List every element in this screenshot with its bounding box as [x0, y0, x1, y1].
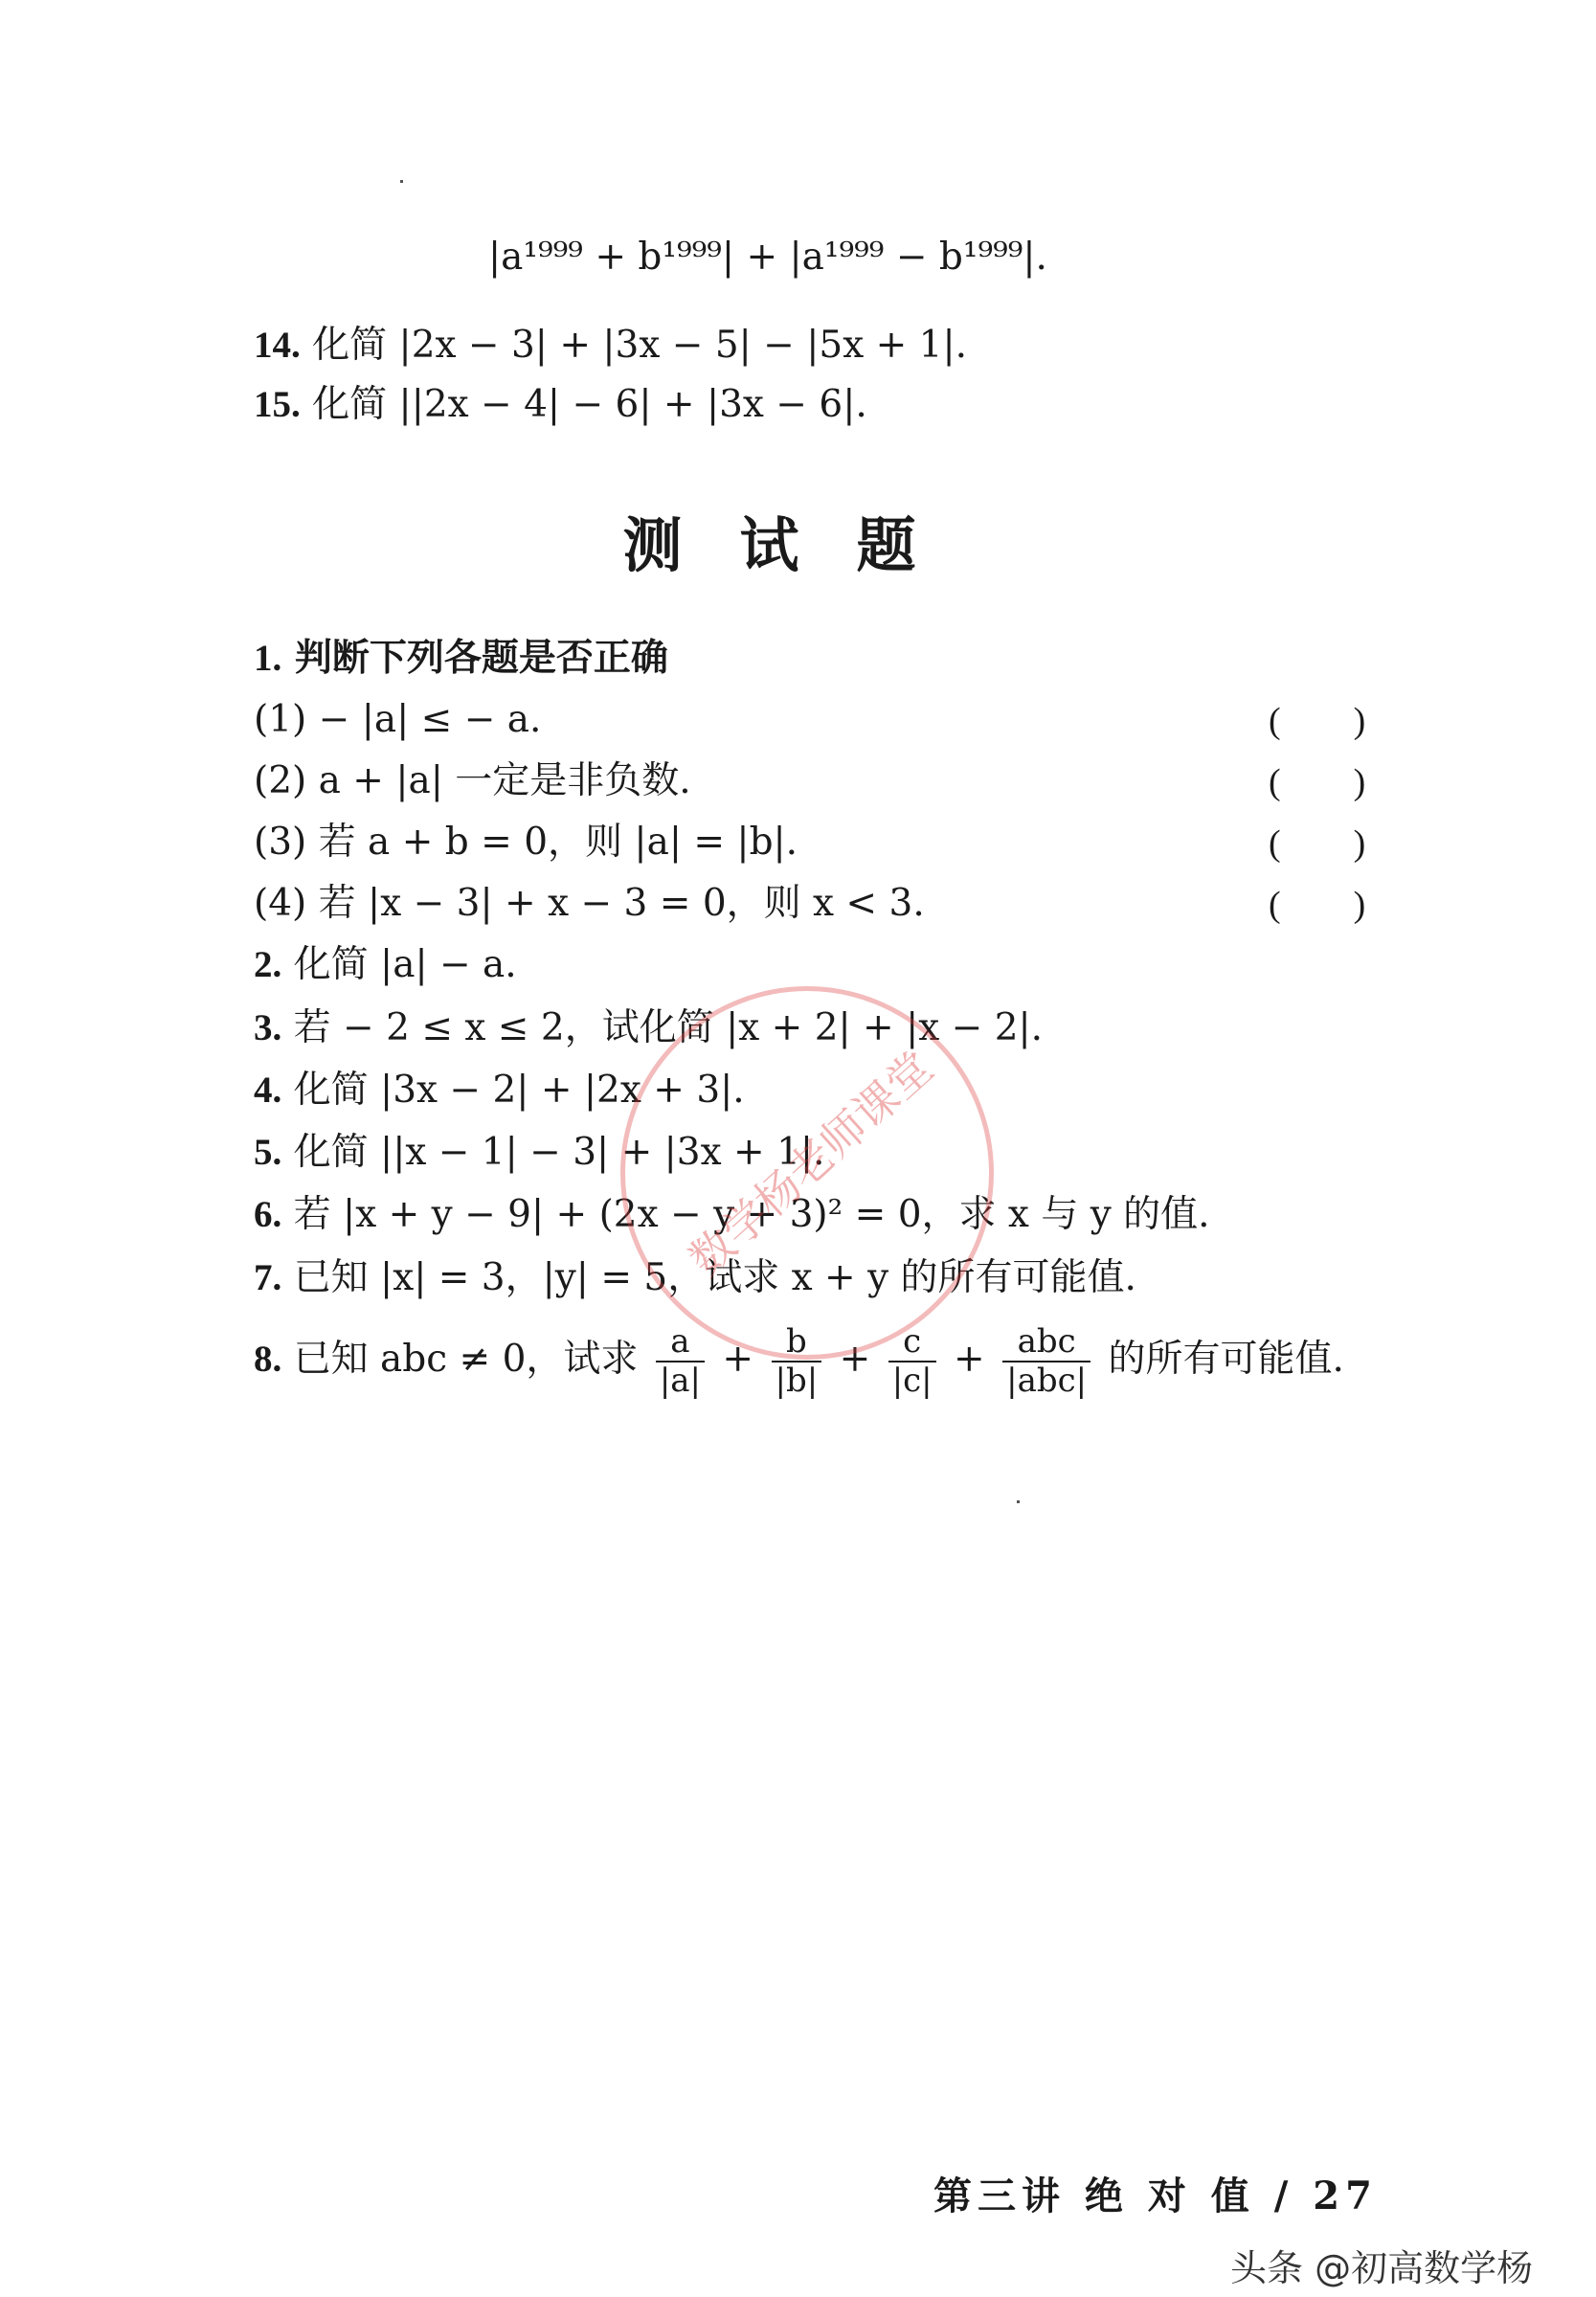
top-expression: |a¹⁹⁹⁹ + b¹⁹⁹⁹| + |a¹⁹⁹⁹ − b¹⁹⁹⁹|. — [488, 236, 1047, 279]
judge-text: 若 a + b = 0，则 |a| = |b|. — [318, 821, 798, 864]
source-credit: 头条 @初高数学杨 — [1230, 2247, 1534, 2289]
exercise-text: 化简 ||2x − 4| − 6| + |3x − 6|. — [312, 383, 867, 426]
judge-answer-blank: ( ) — [1269, 701, 1366, 741]
question-number: 1. — [254, 638, 282, 679]
exercise-14 — [254, 324, 967, 369]
speck — [400, 180, 403, 183]
fraction-denominator: |b| — [775, 1362, 819, 1401]
fraction-denominator: |a| — [659, 1362, 701, 1401]
question-text: 化简 |3x − 2| + |2x + 3|. — [293, 1069, 745, 1112]
question-suffix: 的所有可能值. — [1108, 1338, 1344, 1382]
section-title: 测试题 — [622, 510, 974, 580]
judge-label: (4) — [254, 882, 307, 925]
plus-sign: + — [954, 1338, 985, 1382]
fraction-numerator: b — [772, 1323, 822, 1362]
judge-text: a + |a| 一定是非负数. — [318, 759, 691, 802]
exercise-text: 化简 |2x − 3| + |3x − 5| − |5x + 1|. — [312, 324, 968, 367]
question-1 — [254, 636, 668, 682]
exercise-number: 15. — [254, 384, 301, 425]
judge-label: (2) — [254, 759, 307, 802]
question-prefix: 已知 abc ≠ 0，试求 — [293, 1338, 639, 1382]
fraction-numerator: c — [888, 1323, 936, 1362]
judge-text: − |a| ≤ − a. — [318, 698, 542, 741]
judge-item-1 — [254, 698, 541, 743]
speck — [1017, 1500, 1020, 1503]
question-number: 2. — [254, 944, 282, 985]
fraction-numerator: a — [656, 1323, 705, 1362]
judge-label: (3) — [254, 821, 307, 864]
question-number: 4. — [254, 1070, 282, 1111]
plus-sign: + — [722, 1338, 754, 1382]
question-text: 若 |x + y − 9| + (2x − y + 3)² = 0，求 x 与 y 的值. — [293, 1193, 1210, 1236]
judge-item-2 — [254, 759, 691, 804]
judge-answer-blank: ( ) — [1269, 885, 1366, 925]
question-text: 化简 ||x − 1| − 3| + |3x + 1|. — [293, 1131, 825, 1174]
question-number: 3. — [254, 1007, 282, 1048]
question-2 — [254, 943, 517, 988]
fraction-denominator: |c| — [891, 1362, 933, 1401]
judge-item-4 — [254, 882, 925, 927]
question-text: 已知 |x| = 3，|y| = 5，试求 x + y 的所有可能值. — [293, 1256, 1136, 1299]
question-text: 若 − 2 ≤ x ≤ 2，试化简 |x + 2| + |x − 2|. — [293, 1006, 1044, 1049]
fraction-denominator: |abc| — [1006, 1362, 1088, 1401]
question-number: 7. — [254, 1257, 282, 1298]
fraction-numerator: abc — [1002, 1323, 1090, 1362]
question-number: 6. — [254, 1194, 282, 1235]
question-number: 5. — [254, 1132, 282, 1173]
page-footer: 第三讲 绝 对 值 / 27 — [933, 2173, 1378, 2218]
fraction — [656, 1323, 705, 1400]
judge-item-3 — [254, 821, 798, 866]
question-text: 判断下列各题是否正确 — [294, 636, 668, 680]
plus-sign: + — [839, 1338, 871, 1382]
question-number: 8. — [254, 1339, 282, 1381]
question-text: 化简 |a| − a. — [293, 943, 517, 986]
fraction — [1002, 1323, 1090, 1400]
judge-answer-blank: ( ) — [1269, 762, 1366, 802]
watermark-stamp-text: 数学杨老师课堂 — [679, 1041, 943, 1287]
exercise-15 — [254, 383, 867, 428]
judge-answer-blank: ( ) — [1269, 823, 1366, 864]
exercise-number: 14. — [254, 325, 301, 366]
judge-label: (1) — [254, 698, 307, 741]
judge-text: 若 |x − 3| + x − 3 = 0，则 x < 3. — [318, 882, 925, 925]
